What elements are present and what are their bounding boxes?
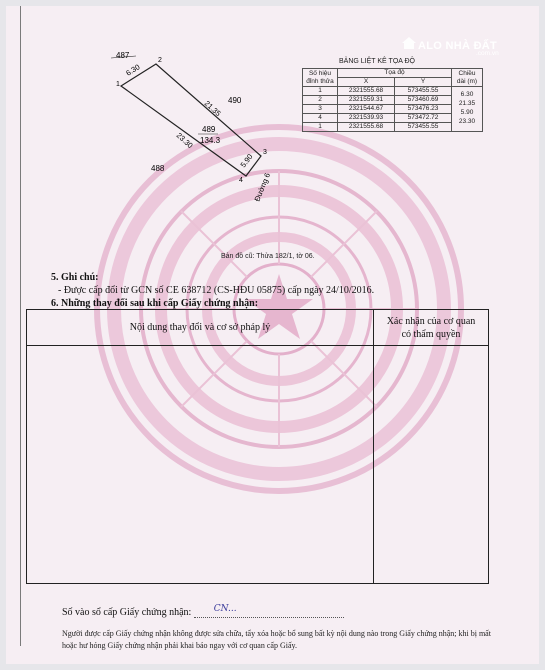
header-length: Chiều dài (m) <box>452 69 483 87</box>
changes-column-approval: Xác nhận của cơ quan có thẩm quyền <box>374 310 489 346</box>
edge-length-4-1: 23.30 <box>174 130 195 151</box>
map-caption: Bản đồ cũ: Thửa 182/1, tờ 06. <box>221 253 315 260</box>
changes-column-content: Nội dung thay đổi và cơ sở pháp lý <box>27 310 374 346</box>
coordinate-table-title: BẢNG LIỆT KÊ TỌA ĐỘ <box>339 58 415 65</box>
cell-x: 2321555.68 <box>338 123 395 132</box>
road-label: Đường 6 <box>252 171 273 203</box>
header-point: Số hiệu đỉnh thửa <box>303 69 338 87</box>
neighbor-parcel-487: 487 <box>116 51 130 60</box>
cell-x: 2321555.68 <box>338 87 395 96</box>
changes-content-cell <box>27 346 374 584</box>
vertex-label-3: 3 <box>263 149 267 156</box>
vertex-label-1: 1 <box>116 81 120 88</box>
header-y: Y <box>395 78 452 87</box>
edge-length-1-2: 6.30 <box>124 62 142 78</box>
cell-y: 573472.72 <box>395 114 452 123</box>
footer-note: Người được cấp Giấy chứng nhận không được sửa chữa, tẩy xóa hoặc bổ sung bất kỳ nội dung nào trong Giấy chứng nhận; khi bị mất hoặc hư hỏng Giấy chứng nhận phải khai báo ngay với cơ quan cấp Giấy. <box>62 629 491 650</box>
changes-heading: 6. Những thay đổi sau khi cấp Giấy chứng nhận: <box>51 298 259 309</box>
header-coord: Tọa độ <box>338 69 452 78</box>
house-logo-icon <box>402 37 416 49</box>
watermark-domain: .com.vn <box>476 50 499 57</box>
registry-dotted-line <box>194 606 344 618</box>
length-value: 6.30 <box>460 91 474 98</box>
neighbor-parcel-490: 490 <box>228 96 242 105</box>
watermark-name: ALO NHÀ ĐẤT <box>418 40 498 52</box>
cell-point: 2 <box>303 96 338 105</box>
registry-handwritten-value: CN... <box>213 604 237 614</box>
cell-point: 1 <box>303 123 338 132</box>
cell-x: 2321544.67 <box>338 105 395 114</box>
cell-y: 573455.55 <box>395 87 452 96</box>
notes-line: - Được cấp đổi từ GCN số CE 638712 (CS-HĐU 05875) cấp ngày 24/10/2016. <box>58 285 375 296</box>
cell-point: 4 <box>303 114 338 123</box>
notes-heading: 5. Ghi chú: <box>51 272 99 283</box>
length-value: 5.90 <box>460 109 474 116</box>
watermark-brand <box>418 36 499 57</box>
length-value: 21.35 <box>458 100 476 107</box>
lengths-cell <box>452 87 483 132</box>
cell-y: 573476.23 <box>395 105 452 114</box>
coordinate-table <box>302 68 483 132</box>
vertex-label-4: 4 <box>239 177 243 184</box>
edge-length-3-4: 5.90 <box>238 152 255 170</box>
parcel-number: 489 <box>202 125 216 134</box>
cell-x: 2321559.31 <box>338 96 395 105</box>
changes-approval-cell <box>374 346 489 584</box>
registry-label: Số vào sổ cấp Giấy chứng nhận: <box>62 607 192 618</box>
length-value: 23.30 <box>458 118 476 125</box>
cell-y: 573460.69 <box>395 96 452 105</box>
cell-y: 573455.55 <box>395 123 452 132</box>
vertex-label-2: 2 <box>158 57 162 64</box>
certificate-page <box>6 6 539 664</box>
cell-x: 2321539.93 <box>338 114 395 123</box>
registry-number-line <box>62 606 344 618</box>
cell-point: 1 <box>303 87 338 96</box>
header-x: X <box>338 78 395 87</box>
changes-table <box>26 309 489 584</box>
parcel-area: 134.3 <box>200 136 221 145</box>
edge-length-2-3: 21.35 <box>202 98 223 119</box>
cell-point: 3 <box>303 105 338 114</box>
table-row <box>303 87 483 96</box>
neighbor-parcel-488: 488 <box>151 164 165 173</box>
